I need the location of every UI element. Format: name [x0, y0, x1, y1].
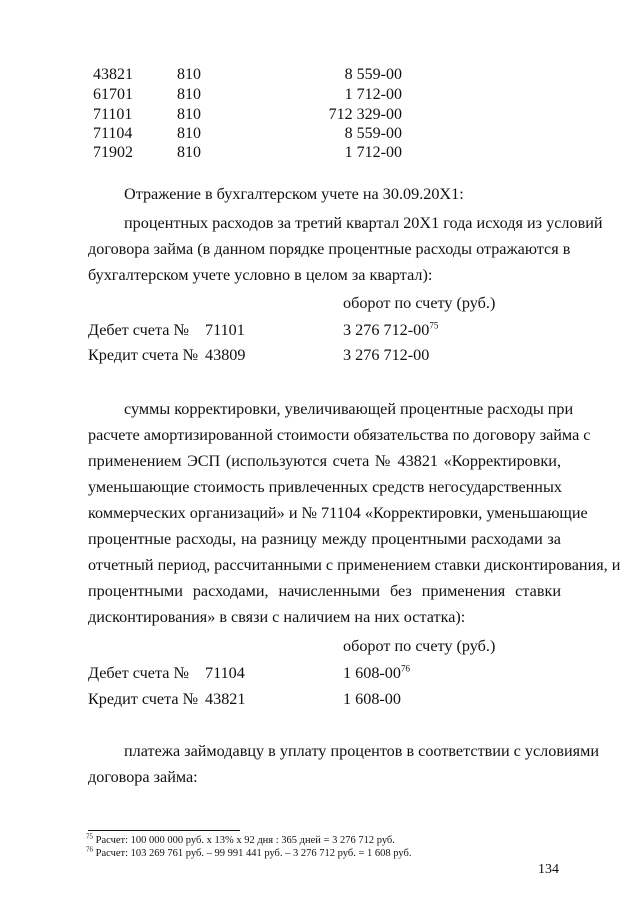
credit-label: Кредит счета №	[88, 690, 199, 708]
text-line: уменьшающие стоимость привлеченных средств негосударственных	[88, 478, 562, 496]
debit-account: 71101	[205, 321, 245, 339]
account-number: 71104	[93, 125, 133, 142]
amount: 8 559-00	[344, 66, 402, 83]
amount: 1 712-00	[344, 144, 402, 161]
amount: 712 329-00	[328, 106, 402, 123]
text-line: процентные расходы, на разницу между процентными расходами за	[88, 530, 561, 548]
text-line: коммерческих организаций» и № 71104 «Корректировки, уменьшающие	[88, 504, 588, 522]
footnote-76	[86, 845, 412, 860]
account-number: 61701	[93, 86, 133, 103]
page-number: 134	[538, 862, 559, 877]
account-number: 71101	[93, 106, 133, 123]
account-number: 71902	[93, 144, 133, 161]
text-line: применением ЭСП (используются счета № 43821 «Корректировки,	[88, 452, 561, 470]
credit-account: 43809	[205, 346, 246, 364]
account-number: 43821	[93, 66, 133, 83]
footnote-75	[86, 832, 395, 847]
turnover-label: оборот по счету (руб.)	[343, 637, 496, 655]
paragraph-adjustment	[88, 396, 621, 630]
debit-amount-wrap	[343, 663, 410, 683]
footnote-text: Расчет: 100 000 000 руб. х 13% х 92 дня : 365 дней = 3 276 712 руб.	[93, 835, 395, 846]
debit-label: Дебет счета №	[88, 664, 189, 682]
section-heading: Отражение в бухгалтерском учете на 30.09.20Х1:	[124, 185, 464, 203]
text-line: расчете амортизированной стоимости обязательства по договору займа с	[88, 426, 591, 444]
footnote-mark: 75	[86, 832, 93, 841]
text-line: процентными расходами, начисленными без применения ставки	[88, 582, 561, 600]
amount: 1 712-00	[344, 86, 402, 103]
credit-amount: 1 608-00	[343, 690, 401, 708]
text-line: дисконтирования» в связи с наличием на них остатка):	[88, 608, 466, 626]
footnote-mark: 76	[86, 845, 93, 854]
footnote-ref: 76	[401, 663, 410, 674]
credit-label: Кредит счета №	[88, 346, 199, 364]
text-line: процентных расходов за третий квартал 20Х1 года исходя из условий	[124, 214, 603, 232]
footnote-text: Расчет: 103 269 761 руб. – 99 991 441 руб. – 3 276 712 руб. = 1 608 руб.	[93, 848, 412, 859]
credit-amount: 3 276 712-00	[343, 346, 430, 364]
footnote-ref: 75	[429, 320, 439, 331]
debit-amount-wrap	[343, 320, 438, 340]
debit-amount: 1 608-00	[343, 664, 401, 682]
turnover-label: оборот по счету (руб.)	[343, 294, 496, 312]
text-line: суммы корректировки, увеличивающей процентные расходы при	[124, 400, 574, 418]
currency-code: 810	[177, 66, 201, 83]
credit-account: 43821	[205, 690, 246, 708]
debit-account: 71104	[205, 664, 245, 682]
text-line: бухгалтерском учете условно в целом за квартал):	[88, 266, 433, 284]
text-line: договора займа (в данном порядке процентные расходы отражаются в	[88, 240, 571, 258]
paragraph-payment	[88, 738, 600, 790]
text-line: отчетный период, рассчитанными с применением ставки дисконтирования, и	[88, 556, 621, 574]
currency-code: 810	[177, 125, 201, 142]
text-line: платежа займодавцу в уплату процентов в соответствии с условиями	[124, 742, 600, 760]
amount: 8 559-00	[344, 125, 402, 142]
currency-code: 810	[177, 86, 201, 103]
footnote-divider	[88, 830, 240, 831]
currency-code: 810	[177, 106, 201, 123]
debit-label: Дебет счета №	[88, 321, 189, 339]
text-line: договора займа:	[88, 768, 198, 786]
debit-amount: 3 276 712-00	[343, 321, 430, 339]
paragraph-interest-expenses	[88, 210, 603, 288]
currency-code: 810	[177, 144, 201, 161]
